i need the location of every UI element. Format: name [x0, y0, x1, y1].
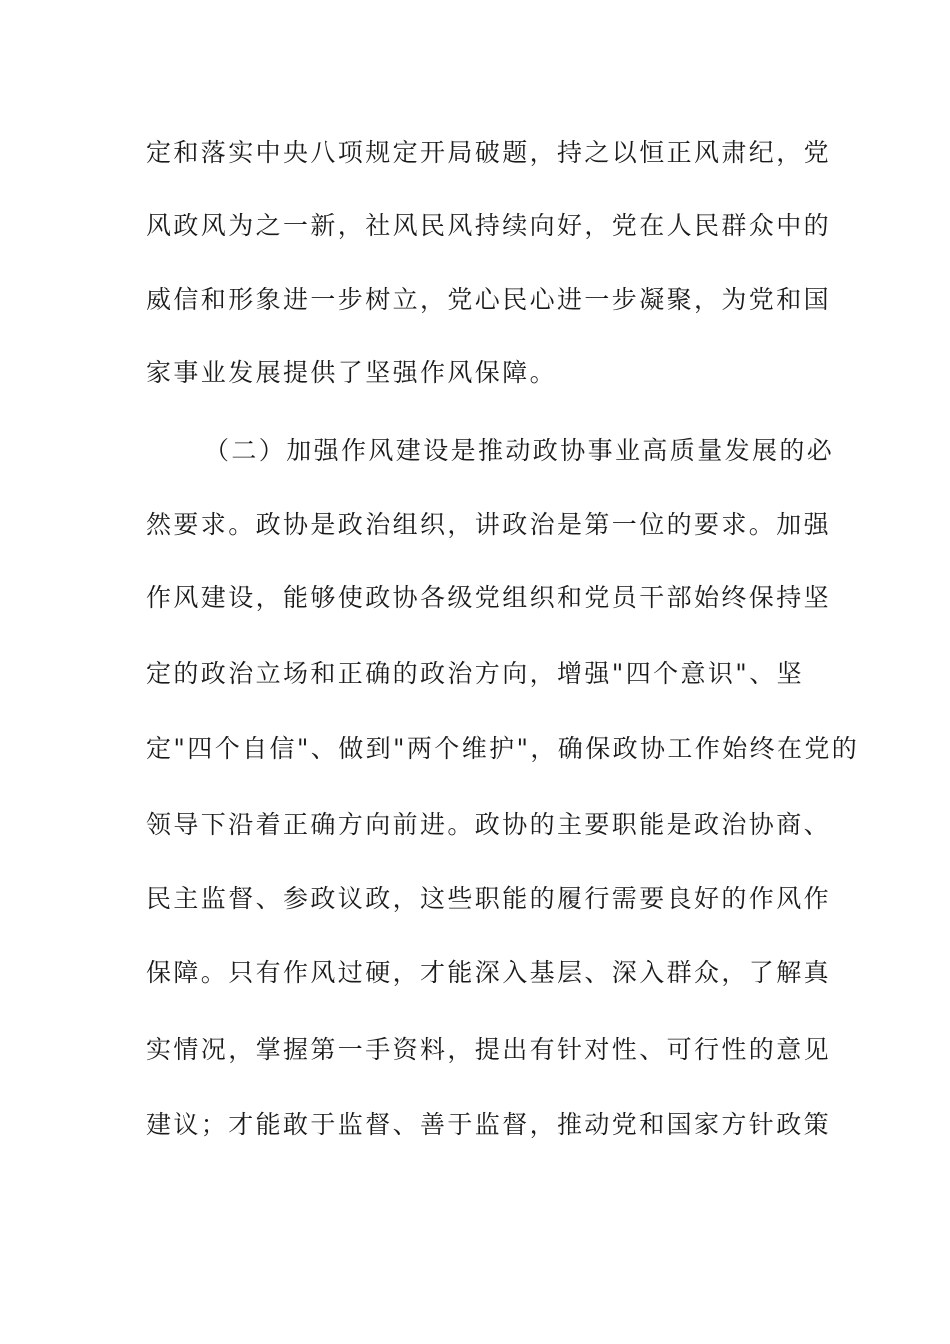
- text-line: 领导下沿着正确方向前进。政协的主要职能是政治协商、: [146, 810, 832, 839]
- text-line: 建议；才能敢于监督、善于监督，推动党和国家方针政策: [146, 1110, 832, 1139]
- text-line: 定的政治立场和正确的政治方向，增强"四个意识"、坚: [146, 659, 804, 688]
- text-line: 作风建设，能够使政协各级党组织和党员干部始终保持坚: [146, 583, 832, 612]
- paragraph-heading-line: （二）加强作风建设是推动政协事业高质量发展的必: [204, 436, 835, 465]
- text-line: 家事业发展提供了坚强作风保障。: [146, 358, 558, 387]
- text-line: 威信和形象进一步树立，党心民心进一步凝聚，为党和国: [146, 285, 832, 314]
- text-line: 然要求。政协是政治组织，讲政治是第一位的要求。加强: [146, 510, 832, 539]
- text-line: 保障。只有作风过硬，才能深入基层、深入群众，了解真: [146, 958, 832, 987]
- text-line: 定和落实中央八项规定开局破题，持之以恒正风肃纪，党: [146, 138, 832, 167]
- text-line: 风政风为之一新，社风民风持续向好，党在人民群众中的: [146, 211, 832, 240]
- text-line: 实情况，掌握第一手资料，提出有针对性、可行性的意见: [146, 1035, 832, 1064]
- text-line: 民主监督、参政议政，这些职能的履行需要良好的作风作: [146, 884, 832, 913]
- text-line: 定"四个自信"、做到"两个维护"，确保政协工作始终在党的: [146, 734, 860, 763]
